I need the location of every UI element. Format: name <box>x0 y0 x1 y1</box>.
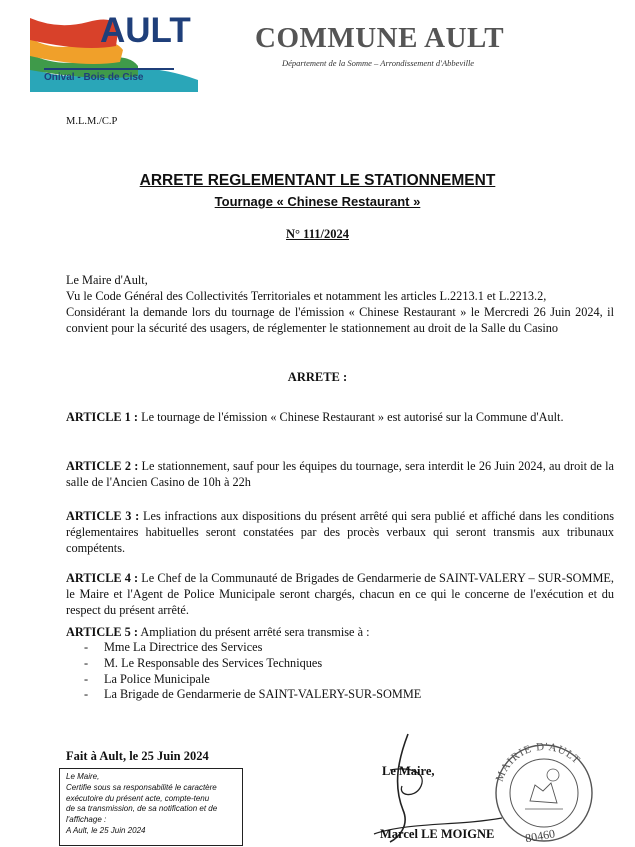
list-marker: - <box>84 671 89 686</box>
preamble-line: Vu le Code Général des Collectivités Territoriales et notamment les articles L.2213.1 et L.2213.2, <box>66 289 547 303</box>
logo-wordmark: AULT <box>100 11 191 50</box>
mayor-name: Marcel LE MOIGNE <box>380 827 495 841</box>
article-label: ARTICLE 5 : <box>66 625 138 639</box>
list-marker: - <box>84 640 89 654</box>
stamp-postcode: 80460 <box>524 826 557 845</box>
list-item <box>84 656 421 672</box>
recipient-text: La Police Municipale <box>104 671 210 686</box>
document-title: ARRETE REGLEMENTANT LE STATIONNEMENT <box>139 172 496 189</box>
preamble-line: Le Maire d'Ault, <box>66 273 148 287</box>
cert-line: de sa transmission, de sa notification et de <box>66 804 218 814</box>
article-text: Le stationnement, sauf pour les équipes du tournage, sera interdit le 26 Juin 2024, au droit de la salle de l'Ancien Casino de 10h à 22h <box>66 459 614 489</box>
reference-code: M.L.M./C.P <box>66 116 118 127</box>
document-subtitle: Tournage « Chinese Restaurant » <box>214 194 421 209</box>
cert-line: Le Maire, <box>66 772 100 781</box>
article-text: Les infractions aux dispositions du présent arrêté qui sera publié et affiché dans les conditions réglementaires habituelles seront constatées par des procès verbaux qui seront transmis aux tribunaux compétents. <box>66 509 614 555</box>
list-item <box>84 672 421 688</box>
preamble <box>66 272 614 336</box>
recipient-text: La Brigade de Gendarmerie de SAINT-VALERY-SUR-SOMME <box>104 687 422 702</box>
list-item <box>84 640 421 656</box>
department-line: Département de la Somme – Arrondissement d'Abbeville <box>282 58 475 68</box>
preamble-line: Considérant la demande lors du tournage de l'émission « Chinese Restaurant » le Mercredi 26 Juin 2024, il convient pour la sécurité des usagers, de réglementer le stationnement au droit de la Salle du Casino <box>66 305 614 335</box>
logo-underline <box>44 68 174 70</box>
article-text: Ampliation du présent arrêté sera transmise à : <box>140 625 370 639</box>
stamp-top-text: MAIRIE D'AULT <box>493 740 583 784</box>
cert-line: Certifie sous sa responsabilité le caractère <box>66 782 217 792</box>
recipient-text: M. Le Responsable des Services Techniques <box>104 655 323 670</box>
logo-tagline: Onival - Bois de Cise <box>44 72 144 83</box>
recipient-list <box>84 640 421 703</box>
cert-line: l'affichage : <box>66 815 107 825</box>
article-label: ARTICLE 4 : <box>66 571 139 585</box>
article-3 <box>66 508 614 556</box>
official-stamp <box>485 735 603 845</box>
decree-number: N° 111/2024 <box>286 227 349 241</box>
list-item <box>84 687 421 703</box>
place-date: Fait à Ault, le 25 Juin 2024 <box>66 749 209 763</box>
mayor-title: Le Maire, <box>382 764 435 778</box>
article-label: ARTICLE 1 : <box>66 410 138 424</box>
article-5 <box>66 624 614 640</box>
article-text: Le Chef de la Communauté de Brigades de Gendarmerie de SAINT-VALERY – SUR-SOMME, le Maire et l'Agent de Police Municipale seront chargés, chacun en ce qui le concerne de l'exécution et du respect du présent arrêté. <box>66 571 615 617</box>
recipient-text: Mme La Directrice des Services <box>104 640 263 654</box>
list-marker: - <box>84 687 89 702</box>
article-text: Le tournage de l'émission « Chinese Restaurant » est autorisé sur la Commune d'Ault. <box>141 410 564 424</box>
article-label: ARTICLE 3 : <box>66 509 140 523</box>
article-1 <box>66 409 614 425</box>
article-4 <box>66 570 614 618</box>
commune-heading: COMMUNE AULT <box>255 22 505 54</box>
cert-line: A Ault, le 25 Juin 2024 <box>66 825 146 835</box>
list-marker: - <box>84 655 89 670</box>
cert-line: exécutoire du présent acte, compte-tenu <box>66 793 210 803</box>
certification-box <box>59 768 243 846</box>
decision-heading: ARRETE : <box>287 370 348 384</box>
article-label: ARTICLE 2 : <box>66 459 139 473</box>
article-2 <box>66 458 614 490</box>
